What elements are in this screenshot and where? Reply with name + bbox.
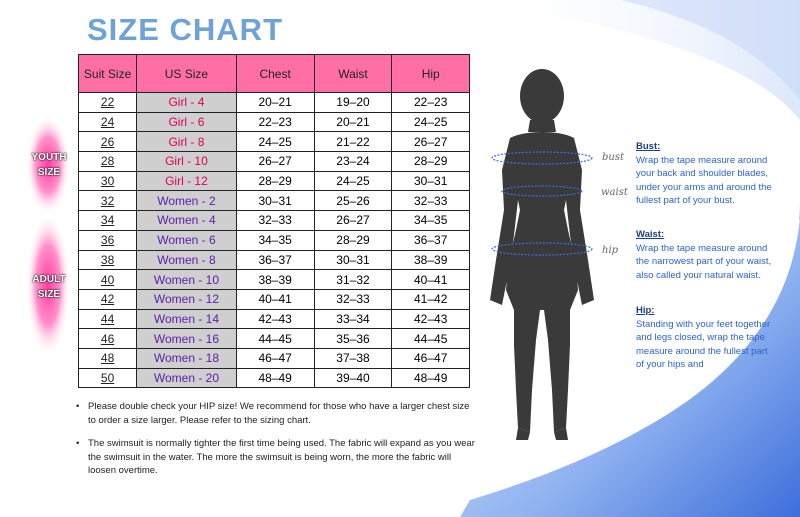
us-size-cell: Women - 18 [137, 348, 237, 368]
bust-description [636, 140, 772, 208]
table-row [79, 289, 470, 309]
bust-heading: Bust: [636, 141, 661, 152]
table-row [79, 348, 470, 368]
hip-cell: 48–49 [392, 368, 470, 388]
suit-size-cell: 36 [79, 230, 137, 250]
waist-cell: 28–29 [314, 230, 392, 250]
chest-cell: 46–47 [236, 348, 314, 368]
us-size-cell: Women - 8 [137, 250, 237, 270]
adult-label-line1: ADULT [32, 274, 66, 285]
adult-label-line2: SIZE [37, 289, 61, 300]
hip-cell: 26–27 [392, 132, 470, 152]
hip-cell: 46–47 [392, 348, 470, 368]
table-row [79, 250, 470, 270]
chest-cell: 40–41 [236, 289, 314, 309]
us-size-cell: Girl - 8 [137, 132, 237, 152]
hip-cell: 41–42 [392, 289, 470, 309]
chest-cell: 38–39 [236, 270, 314, 290]
bullet-icon: • [76, 438, 80, 449]
table-row [79, 211, 470, 231]
table-row [79, 93, 470, 113]
header-us-size: US Size [137, 55, 237, 93]
table-row [79, 152, 470, 172]
notes-section [76, 400, 476, 488]
hip-cell: 38–39 [392, 250, 470, 270]
note-hip-size [76, 400, 476, 427]
suit-size-cell: 26 [79, 132, 137, 152]
figure-label-bust: bust [602, 152, 624, 163]
waist-cell: 25–26 [314, 191, 392, 211]
us-size-cell: Women - 2 [137, 191, 237, 211]
table-row [79, 191, 470, 211]
waist-cell: 37–38 [314, 348, 392, 368]
suit-size-cell: 50 [79, 368, 137, 388]
suit-size-cell: 42 [79, 289, 137, 309]
waist-cell: 32–33 [314, 289, 392, 309]
suit-size-cell: 22 [79, 93, 137, 113]
us-size-cell: Women - 20 [137, 368, 237, 388]
bullet-icon: • [76, 401, 80, 412]
us-size-cell: Girl - 4 [137, 93, 237, 113]
waist-text: Wrap the tape measure around the narrowest part of your waist, also called your natural waist. [636, 242, 772, 281]
waist-cell: 30–31 [314, 250, 392, 270]
chest-cell: 48–49 [236, 368, 314, 388]
table-row [79, 309, 470, 329]
note-text: The swimsuit is normally tighter the first time being used. The fabric will expand as you wear the swimsuit in the water. The more the swimsuit is being worn, the more the fabric will loosen overtime. [88, 438, 475, 476]
waist-description [636, 228, 772, 282]
note-text: Please double check your HIP size! We recommend for those who have a larger chest size to order a size larger. Please refer to the sizing chart. [88, 401, 470, 426]
waist-heading: Waist: [636, 229, 665, 240]
suit-size-cell: 46 [79, 329, 137, 349]
table-row [79, 171, 470, 191]
us-size-cell: Women - 14 [137, 309, 237, 329]
size-chart-table [78, 54, 470, 388]
hip-cell: 22–23 [392, 93, 470, 113]
table-row [79, 270, 470, 290]
figure-label-hip: hip [602, 245, 619, 256]
chest-cell: 42–43 [236, 309, 314, 329]
waist-cell: 19–20 [314, 93, 392, 113]
us-size-cell: Girl - 6 [137, 112, 237, 132]
note-swimsuit-fit [76, 437, 476, 478]
hip-cell: 36–37 [392, 230, 470, 250]
table-row [79, 368, 470, 388]
us-size-cell: Women - 10 [137, 270, 237, 290]
us-size-cell: Women - 12 [137, 289, 237, 309]
page-title: SIZE CHART [87, 12, 283, 47]
suit-size-cell: 28 [79, 152, 137, 172]
chest-cell: 32–33 [236, 211, 314, 231]
table-row [79, 329, 470, 349]
header-hip: Hip [392, 55, 470, 93]
bust-text: Wrap the tape measure around your back and shoulder blades, under your arms and around the fullest part of your bust. [636, 154, 772, 206]
us-size-cell: Women - 6 [137, 230, 237, 250]
suit-size-cell: 32 [79, 191, 137, 211]
hip-description [636, 304, 772, 372]
header-chest: Chest [236, 55, 314, 93]
waist-cell: 31–32 [314, 270, 392, 290]
hip-cell: 40–41 [392, 270, 470, 290]
hip-cell: 34–35 [392, 211, 470, 231]
suit-size-cell: 40 [79, 270, 137, 290]
table-row [79, 112, 470, 132]
hip-text: Standing with your feet together and legs closed, wrap the tape measure around the fullest part of your hips and [636, 318, 771, 370]
header-waist: Waist [314, 55, 392, 93]
us-size-cell: Girl - 10 [137, 152, 237, 172]
hip-heading: Hip: [636, 305, 655, 316]
adult-size-label [28, 272, 70, 302]
chest-cell: 20–21 [236, 93, 314, 113]
waist-cell: 23–24 [314, 152, 392, 172]
chest-cell: 44–45 [236, 329, 314, 349]
us-size-cell: Girl - 12 [137, 171, 237, 191]
us-size-cell: Women - 4 [137, 211, 237, 231]
chest-cell: 34–35 [236, 230, 314, 250]
youth-label-line2: SIZE [37, 167, 61, 178]
suit-size-cell: 24 [79, 112, 137, 132]
suit-size-cell: 48 [79, 348, 137, 368]
suit-size-cell: 34 [79, 211, 137, 231]
table-header-row [79, 55, 470, 93]
waist-cell: 24–25 [314, 171, 392, 191]
hip-cell: 24–25 [392, 112, 470, 132]
chest-cell: 24–25 [236, 132, 314, 152]
hip-cell: 44–45 [392, 329, 470, 349]
waist-cell: 26–27 [314, 211, 392, 231]
figure-label-waist: waist [601, 187, 628, 198]
table-row [79, 230, 470, 250]
size-table-body [79, 93, 470, 388]
waist-cell: 20–21 [314, 112, 392, 132]
suit-size-cell: 38 [79, 250, 137, 270]
youth-size-label [28, 150, 70, 180]
waist-cell: 21–22 [314, 132, 392, 152]
table-row [79, 132, 470, 152]
hip-cell: 42–43 [392, 309, 470, 329]
chest-cell: 28–29 [236, 171, 314, 191]
hip-cell: 32–33 [392, 191, 470, 211]
waist-cell: 39–40 [314, 368, 392, 388]
youth-label-line1: YOUTH [31, 152, 67, 163]
hip-cell: 30–31 [392, 171, 470, 191]
waist-cell: 35–36 [314, 329, 392, 349]
chest-cell: 22–23 [236, 112, 314, 132]
waist-cell: 33–34 [314, 309, 392, 329]
header-suit-size: Suit Size [79, 55, 137, 93]
suit-size-cell: 44 [79, 309, 137, 329]
hip-cell: 28–29 [392, 152, 470, 172]
us-size-cell: Women - 16 [137, 329, 237, 349]
chest-cell: 26–27 [236, 152, 314, 172]
chest-cell: 30–31 [236, 191, 314, 211]
suit-size-cell: 30 [79, 171, 137, 191]
chest-cell: 36–37 [236, 250, 314, 270]
